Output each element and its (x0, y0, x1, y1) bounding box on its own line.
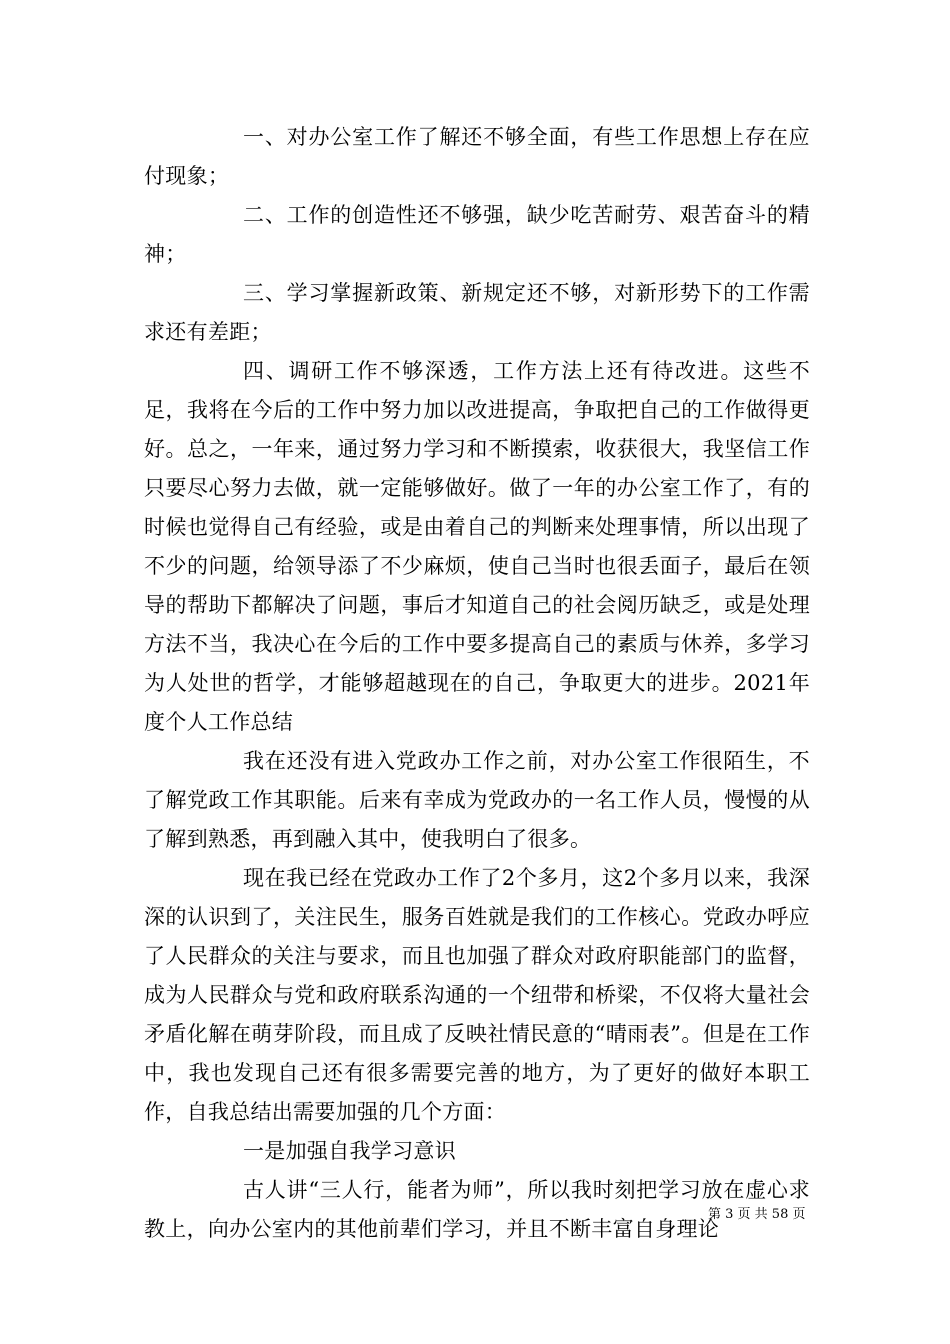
paragraph-7: 古人讲“三人行，能者为师”，所以我时刻把学习放在虚心求教上，向办公室内的其他前辈们学习，并且不断丰富自身理论 (144, 1178, 810, 1241)
paragraph-1: 一、对办公室工作了解还不够全面，有些工作思想上存在应付现象； (144, 125, 810, 188)
paragraph-3: 三、学习掌握新政策、新规定还不够，对新形势下的工作需求还有差距； (144, 281, 810, 344)
page-number: 第 3 页 共 58 页 (708, 1207, 806, 1222)
section-heading: 一是加强自我学习意识 (243, 1139, 456, 1163)
document-body (144, 118, 810, 1249)
paragraph-2: 二、工作的创造性还不够强，缺少吃苦耐劳、艰苦奋斗的精神； (144, 203, 810, 266)
paragraph-4: 四、调研工作不够深透，工作方法上还有待改进。这些不足，我将在今后的工作中努力加以改进提高，争取把自己的工作做得更好。总之，一年来，通过努力学习和不断摸索，收获很大，我坚信工作只要尽心努力去做，就一定能够做好。做了一年的办公室工作了，有的时候也觉得自己有经验，或是由着自己的判断来处理事情，所以出现了不少的问题，给领导添了不少麻烦，使自己当时也很丢面子，最后在领导的帮助下都解决了问题，事后才知道自己的社会阅历缺乏，或是处理方法不当，我决心在今后的工作中要多提高自己的素质与休养，多学习为人处世的哲学，才能够超越现在的自己，争取更大的进步。2021年度个人工作总结 (144, 359, 810, 734)
paragraph-5: 我在还没有进入党政办工作之前，对办公室工作很陌生，不了解党政工作其职能。后来有幸成为党政办的一名工作人员，慢慢的从了解到熟悉，再到融入其中，使我明白了很多。 (144, 749, 810, 851)
paragraph-6: 现在我已经在党政办工作了2个多月，这2个多月以来，我深深的认识到了，关注民生，服务百姓就是我们的工作核心。党政办呼应了人民群众的关注与要求，而且也加强了群众对政府职能部门的监督，成为人民群众与党和政府联系沟通的一个纽带和桥梁，不仅将大量社会矛盾化解在萌芽阶段，而且成了反映社情民意的“晴雨表”。但是在工作中，我也发现自己还有很多需要完善的地方，为了更好的做好本职工作，自我总结出需要加强的几个方面： (144, 866, 810, 1124)
